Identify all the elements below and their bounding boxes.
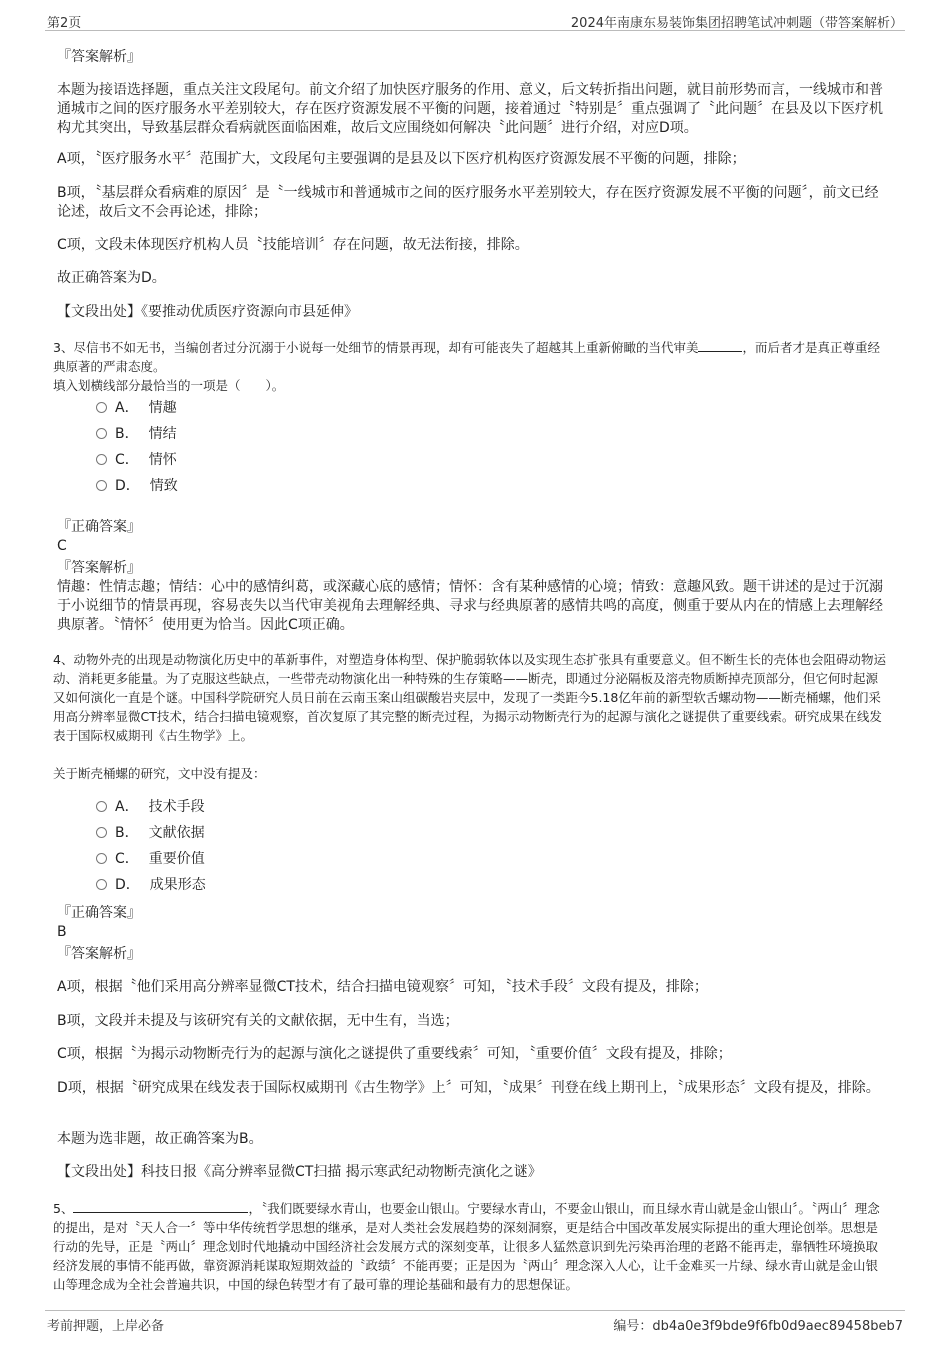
q4-option-d[interactable]: D． 成果形态 [96, 875, 206, 895]
q3-option-a[interactable]: A． 情趣 [96, 398, 177, 418]
q4-conclusion: 本题为选非题，故正确答案为B。 [57, 1131, 263, 1147]
q4-option-d-analysis: D项，根据〝研究成果在线发表于国际权威期刊《古生物学》上〞可知，〝成果〞刊登在线上期刊上，〝成果形态〞文段有提及，排除。 [57, 1080, 880, 1096]
page-header [45, 8, 905, 31]
q4-option-a[interactable]: A． 技术手段 [96, 797, 205, 817]
q3-prompt: 填入划横线部分最恰当的一项是（ ）。 [53, 378, 285, 393]
q3-option-b[interactable]: B． 情结 [96, 424, 177, 444]
radio-icon[interactable] [96, 402, 107, 413]
page-number: 第2页 [47, 16, 82, 31]
q4-analysis-label: 『答案解析』 [57, 946, 141, 962]
radio-icon[interactable] [96, 428, 107, 439]
q5-stem-text: ，〝我们既要绿水青山，也要金山银山。宁要绿水青山，不要金山银山，而且绿水青山就是金山银山〞。〝两山〞理念的提出，是对〝天人合一〞等中华传统哲学思想的继承，是对人类社会发展趋势的深刻洞察，更是结合中国改革发展实际提出的重大理论创举。思想是行动的先导，正是〝两山〞理念划时代地撬动中国经济社会发展方式的深刻变革，让很多人猛然意识到先污染再治理的老路不能再走，靠牺牲环境换取经济发展的事情不能再做，靠资源消耗谋取短期效益的〝政绩〞不能再要；正是因为〝两山〞理念深入人心，让千金难买一片绿、绿水青山就是金山银山等理念成为全社会普遍共识，中国的绿色转型才有了最可靠的理论基础和最有力的思想保证。 [53, 1201, 880, 1292]
q3-option-c[interactable]: C． 情怀 [96, 450, 177, 470]
code-label: 编号： [613, 1319, 653, 1334]
q2-option-a-analysis: A项，〝医疗服务水平〞范围扩大，文段尾句主要强调的是县及以下医疗机构医疗资源发展不平衡的问题，排除； [57, 151, 746, 167]
radio-icon[interactable] [96, 801, 107, 812]
q4-answer: B [57, 924, 67, 940]
document-code [613, 1315, 903, 1334]
q4-source: 【文段出处】科技日报《高分辨率显微CT扫描 揭示寒武纪动物断壳演化之谜》 [57, 1164, 542, 1180]
q4-option-a-analysis: A项，根据〝他们采用高分辨率显微CT技术，结合扫描电镜观察〞可知，〝技术手段〞文段有提及，排除； [57, 979, 708, 995]
q3-stem-part1: 3、尽信书不如无书，当编创者过分沉溺于小说每一处细节的情景再现，却有可能丧失了超越其上重新俯瞰的当代审美 [53, 340, 699, 355]
q2-analysis-label: 『答案解析』 [57, 49, 141, 65]
code-value: db4a0e3f9bde9f6fb0d9aec89458beb7 [652, 1319, 903, 1334]
q2-option-b-analysis: B项，〝基层群众看病难的原因〞是〝一线城市和普通城市之间的医疗服务水平差别较大，存在医疗资源发展不平衡的问题〞，前文已经论述，故后文不会再论述，排除； [57, 185, 879, 220]
radio-icon[interactable] [96, 827, 107, 838]
q3-analysis-label: 『答案解析』 [57, 560, 141, 576]
q5-stem [53, 1199, 889, 1294]
q4-stem: 4、动物外壳的出现是动物演化历史中的革新事件，对塑造身体构型、保护脆弱软体以及实现生态扩张具有重要意义。但不断生长的壳体也会阻碍动物运动、消耗更多能量。为了克服这些缺点，一些带壳动物演化出一种特殊的生存策略——断壳，即通过分泌隔板及溶壳物质断掉壳顶部分，但它何时起源又如何演化一直是个谜。中国科学院研究人员日前在云南玉案山组碳酸岩夹层中，发现了一类距今5.18亿年前的新型软舌螺动物——断壳桶螺，他们采用高分辨率显微CT技术，结合扫描电镜观察，首次复原了其完整的断壳过程，为揭示动物断壳行为的起源与演化之谜提供了重要线索。研究成果在线发表于国际权威期刊《古生物学》上。 [53, 652, 886, 743]
radio-icon[interactable] [96, 853, 107, 864]
q4-option-b-analysis: B项，文段并未提及与该研究有关的文献依据，无中生有，当选； [57, 1013, 459, 1029]
q3-stem [53, 338, 889, 376]
page-footer [45, 1310, 905, 1333]
footer-slogan: 考前押题，上岸必备 [47, 1319, 165, 1334]
q3-stem-part2: ，而后者才是真正尊重经典原著的严肃态度。 [53, 340, 880, 374]
q3-blank [698, 339, 742, 352]
q4-option-b[interactable]: B． 文献依据 [96, 823, 205, 843]
q4-answer-label: 『正确答案』 [57, 905, 141, 921]
q2-analysis-para: 本题为接语选择题，重点关注文段尾句。前文介绍了加快医疗服务的作用、意义，后文转折指出问题，就目前形势而言，一线城市和普通城市之间的医疗服务水平差别较大，存在医疗资源发展不平衡的问题，接着通过〝特别是〞重点强调了〝此问题〞在县及以下医疗机构尤其突出，导致基层群众看病就医面临困难，故后文应围绕如何解决〝此问题〞进行介绍，对应D项。 [57, 82, 883, 136]
q3-answer: C [57, 538, 67, 554]
radio-icon[interactable] [96, 879, 107, 890]
radio-icon[interactable] [96, 480, 107, 491]
q4-prompt: 关于断壳桶螺的研究，文中没有提及： [53, 766, 266, 781]
q5-blank [73, 1200, 248, 1213]
q3-analysis: 情趣：性情志趣；情结：心中的感情纠葛，或深藏心底的感情；情怀：含有某种感情的心境；情致：意趣风致。题干讲述的是过于沉溺于小说细节的情景再现，容易丧失以当代审美视角去理解经典、寻求与经典原著的感情共鸣的高度，侧重于要从内在的情感上去理解经典原著。〝情怀〞使用更为恰当。因此C项正确。 [57, 579, 883, 633]
q4-option-c[interactable]: C． 重要价值 [96, 849, 205, 869]
q2-source: 【文段出处】《要推动优质医疗资源向市县延伸》 [57, 304, 358, 320]
radio-icon[interactable] [96, 454, 107, 465]
q5-number: 5、 [53, 1201, 74, 1216]
q2-option-c-analysis: C项，文段未体现医疗机构人员〝技能培训〞存在问题，故无法衔接，排除。 [57, 237, 529, 253]
document-title: 2024年南康东易装饰集团招聘笔试冲刺题（带答案解析） [570, 16, 903, 31]
q3-answer-label: 『正确答案』 [57, 519, 141, 535]
q3-option-d[interactable]: D． 情致 [96, 476, 178, 496]
q4-option-c-analysis: C项，根据〝为揭示动物断壳行为的起源与演化之谜提供了重要线索〞可知，〝重要价值〞文段有提及，排除； [57, 1046, 732, 1062]
q2-conclusion: 故正确答案为D。 [57, 270, 166, 286]
